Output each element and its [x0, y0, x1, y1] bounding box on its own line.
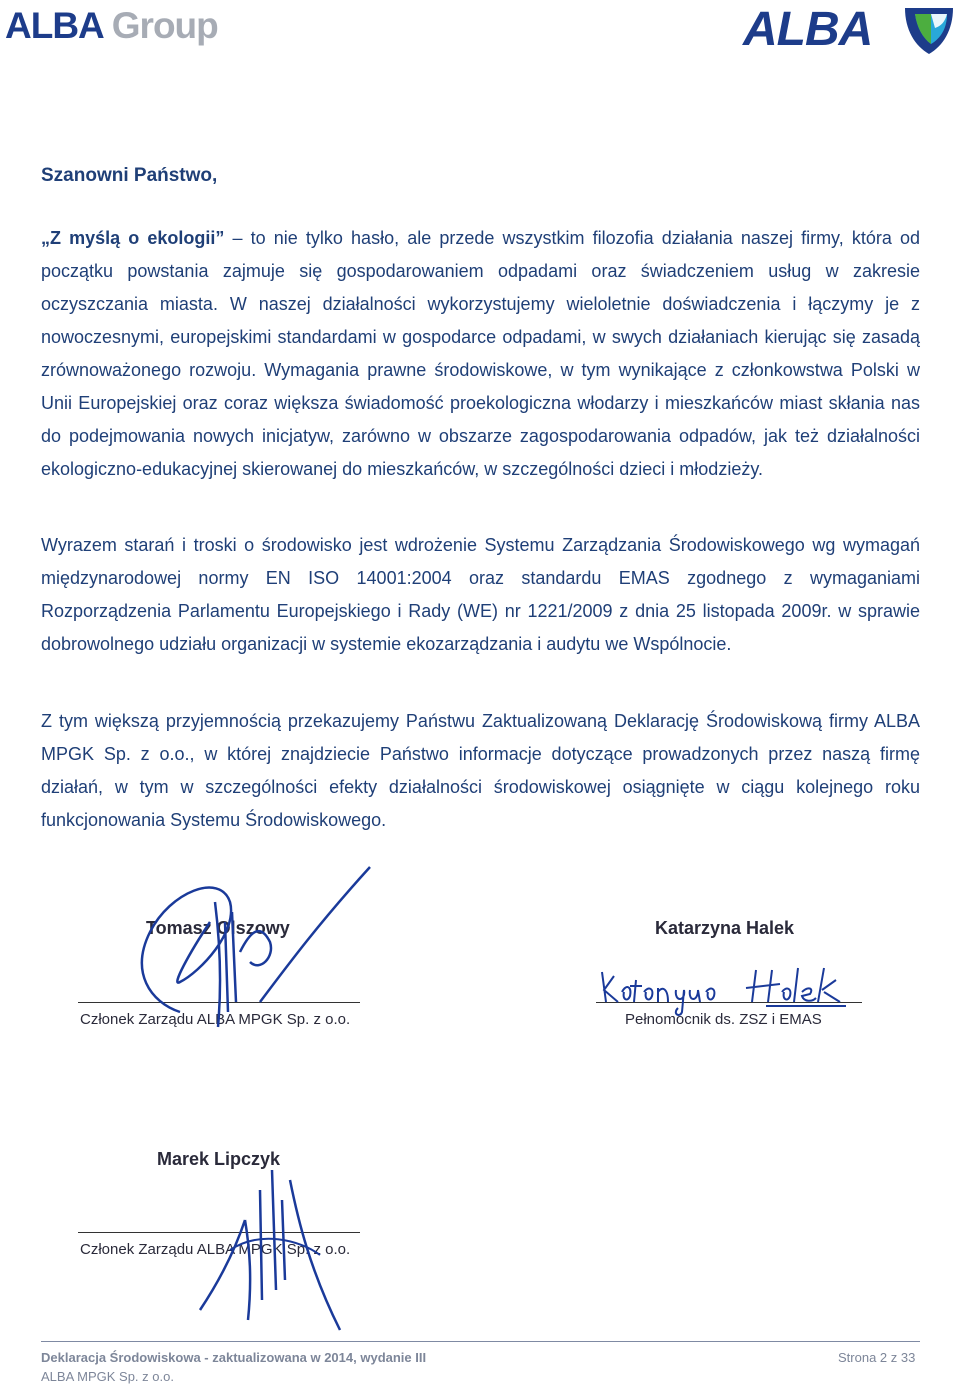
alba-logo-word: ALBA: [743, 3, 873, 56]
greeting: Szanowni Państwo,: [41, 165, 218, 186]
motto: „Z myślą o ekologii”: [41, 228, 225, 248]
alba-shield-logo-icon: [901, 4, 957, 56]
signature-2-name: Katarzyna Halek: [655, 918, 795, 938]
signature-1-role: Członek Zarządu ALBA MPGK Sp. z o.o.: [80, 1011, 351, 1028]
signature-2-handwriting: [596, 962, 860, 1018]
signature-2-role: Pełnomocnik ds. ZSZ i EMAS: [625, 1011, 822, 1028]
alba-logo: [743, 4, 958, 56]
footer-divider: [41, 1341, 920, 1342]
paragraph-intro-text: – to nie tylko hasło, ale przede wszystkim filozofia działania naszej firmy, która od początku powstania zajmuje się gospodarowaniem odpadami oraz świadczeniem usług w zakresie oczyszczania miasta. W naszej działalności wykorzystujemy wieloletnie doświadczenia i łączymy je z nowoczesnymi, europejskimi standardami w gospodarce odpadami, w swych działaniach kierując się zasadą zrównoważonego rozwoju. Wymagania prawne środowiskowe, w tym wynikające z członkowstwa Polski w Unii Europejskiej oraz coraz większa świadomość proekologiczna włodarzy i mieszkańców miast skłania nas do podejmowania nowych inicjatyw, zarówno w obszarze zagospodarowania odpadów, jak też działalności ekologiczno-edukacyjnej skierowanej do mieszkańców, w szczególności dzieci i młodzieży.: [41, 228, 920, 479]
alba-group-logo: [5, 4, 218, 48]
footer-page-number: Strona 2 z 33: [838, 1350, 916, 1365]
signature-1-handwriting: [110, 862, 390, 1052]
paragraph-declaration: Z tym większą przyjemnością przekazujemy Państwu Zaktualizowaną Deklarację Środowiskową firmy ALBA MPGK Sp. z o.o., w której znajdziecie Państwo informacje dotyczące prowadzonych przez naszą firmę działań, w tym w szczególności efekty działalności środowiskowej osiągnięte w ciągu kolejnego roku funkcjonowania Systemu Środowiskowego.: [41, 711, 920, 830]
logo-word-group: Group: [111, 5, 218, 46]
signature-3-name: Marek Lipczyk: [157, 1149, 281, 1169]
signature-1-name: Tomasz Olszowy: [146, 918, 290, 938]
footer-company: ALBA MPGK Sp. z o.o.: [41, 1369, 174, 1384]
logo-word-alba: ALBA: [5, 5, 104, 46]
signature-3-role: Członek Zarządu ALBA MPGK Sp. z o.o.: [80, 1241, 351, 1258]
paragraph-intro: [41, 222, 920, 486]
footer-document-title: Deklaracja Środowiskowa - zaktualizowana w 2014, wydanie III: [41, 1350, 427, 1365]
signature-3-handwriting: [190, 1130, 360, 1340]
paragraph-ems: Wyrazem starań i troski o środowisko jest wdrożenie Systemu Zarządzania Środowiskowego wg wymagań międzynarodowej normy EN ISO 14001:2004 oraz standardu EMAS zgodnego z wymaganiami Rozporządzenia Parlamentu Europejskiego i Rady (WE) nr 1221/2009 z dnia 25 listopada 2009r. w sprawie dobrowolnego udziału organizacji w systemie ekozarządzania i audytu we Wspólnocie.: [41, 535, 920, 654]
